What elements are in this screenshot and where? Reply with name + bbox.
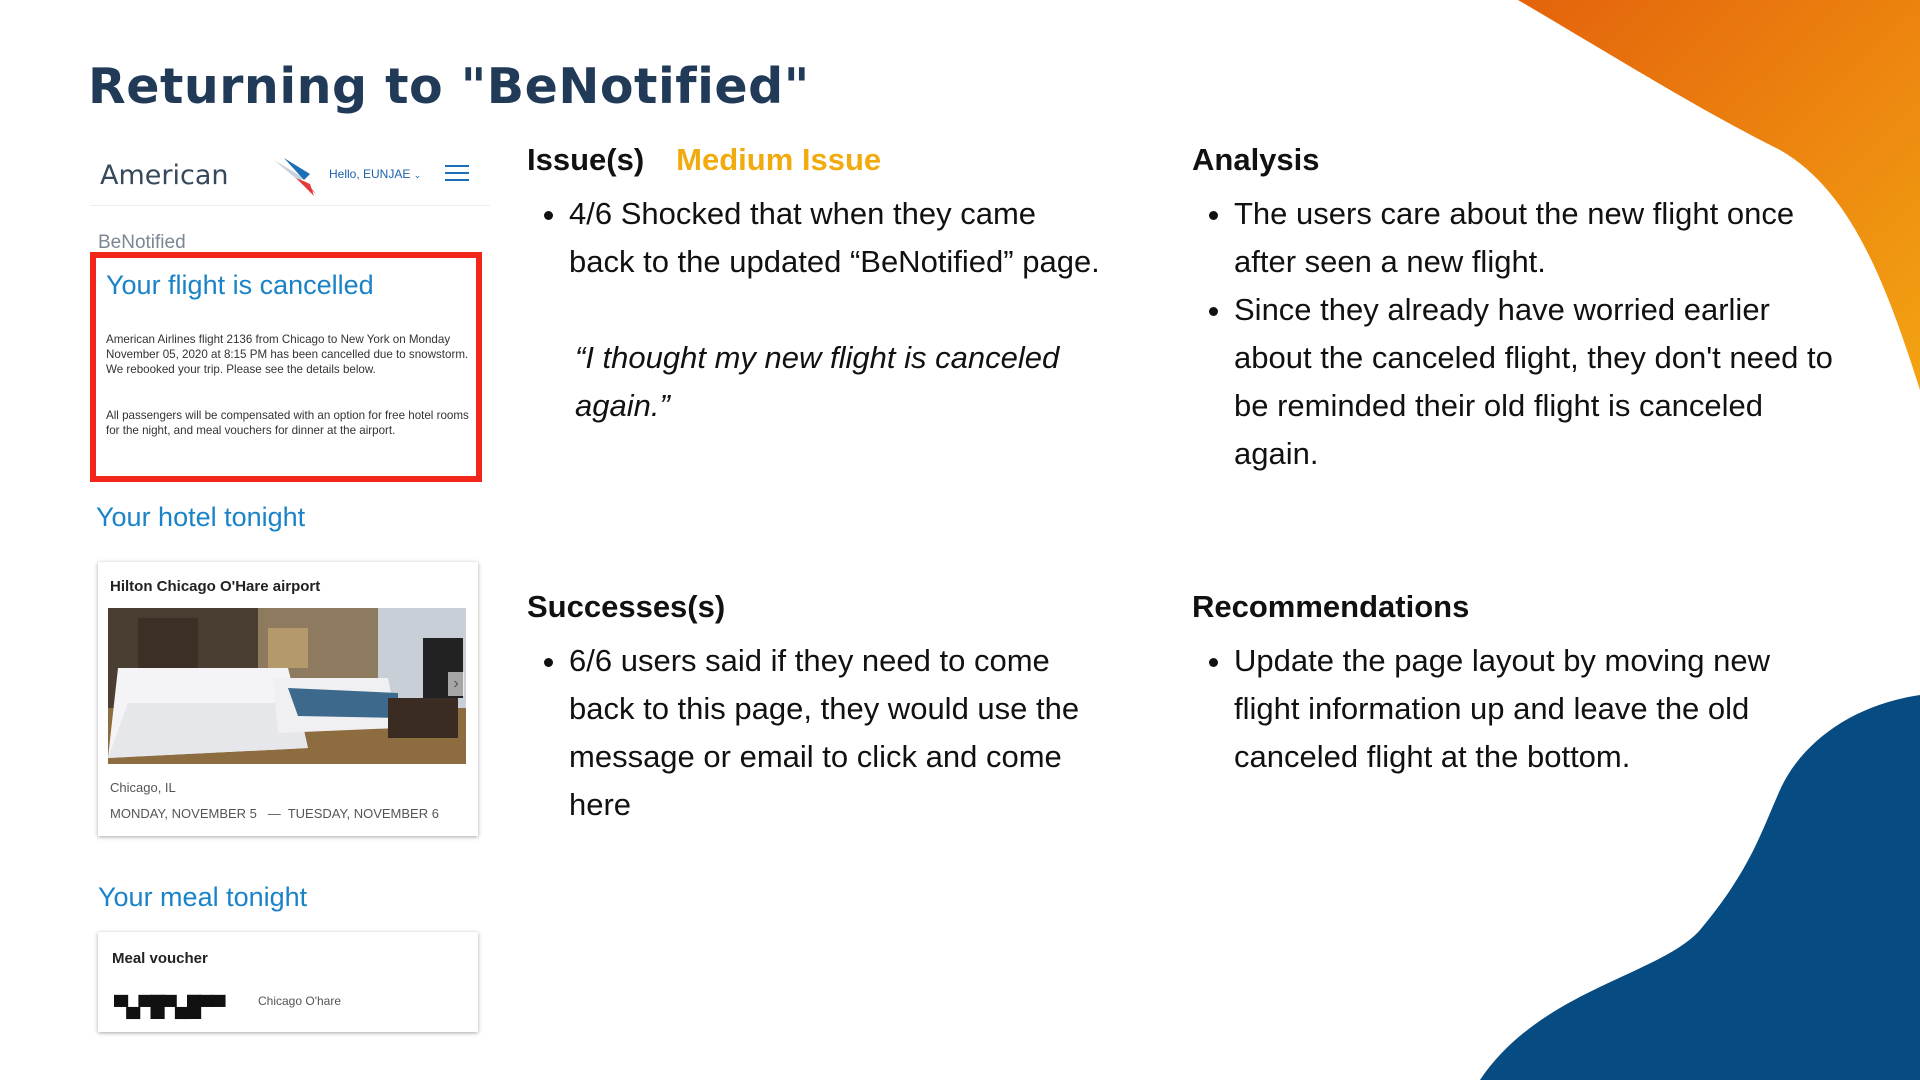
list-item: • 6/6 users said if they need to come back to this page, they would use the message or email to click and come here — [569, 637, 1117, 829]
slide-title: Returning to "BeNotified" — [88, 58, 810, 115]
issues-section — [527, 142, 1107, 430]
severity-badge: Medium Issue — [676, 142, 882, 177]
app-header — [90, 150, 490, 206]
hotel-room-image — [108, 608, 466, 764]
hamburger-menu-icon[interactable] — [445, 165, 469, 186]
hotel-name: Hilton Chicago O'Hare airport — [110, 578, 321, 595]
brand-name: American — [100, 160, 229, 191]
list-item: • Update the page layout by moving new flight information up and leave the old canceled flight at the bottom. — [1234, 637, 1832, 781]
analysis-section — [1192, 142, 1842, 478]
meal-location: Chicago O'hare — [258, 994, 342, 1008]
benotified-screenshot — [90, 150, 490, 1018]
greeting-text: Hello, EUNJAE — [329, 167, 411, 181]
cancel-body: American Airlines flight 2136 from Chicago to New York on Monday November 05, 2020 at 8:15 PM has been cancelled due to snowstorm. We rebooked your trip. Please see the details below. — [106, 333, 469, 376]
successes-list — [527, 637, 1117, 829]
issue-text: 4/6 Shocked that when they came back to the updated “BeNotified” page. — [569, 196, 1100, 279]
list-item — [569, 190, 1107, 430]
successes-section — [527, 589, 1117, 829]
hotel-city: Chicago, IL — [110, 780, 176, 795]
recommendations-heading: Recommendations — [1192, 589, 1470, 624]
hotel-card[interactable] — [98, 562, 478, 836]
meal-heading: Your meal tonight — [98, 882, 308, 912]
chevron-down-icon: ⌄ — [413, 170, 422, 180]
issues-heading-row — [527, 142, 1107, 178]
meal-card[interactable] — [98, 932, 478, 1032]
recommendations-list — [1192, 637, 1832, 781]
section-label: BeNotified — [98, 232, 186, 253]
hotel-heading: Your hotel tonight — [96, 502, 306, 532]
successes-heading: Successes(s) — [527, 589, 726, 624]
recommendations-section — [1192, 589, 1832, 781]
cancel-title: Your flight is cancelled — [106, 270, 374, 300]
meal-voucher-title: Meal voucher — [112, 950, 208, 967]
qr-code-icon: ▀▄▀█▀▄█▀▀ — [114, 996, 224, 1018]
user-quote: “I thought my new flight is canceled again.” — [575, 340, 1060, 423]
compensation-body: All passengers will be compensated with an option for free hotel rooms for the night, and meal vouchers for dinner at the airport. — [106, 409, 469, 437]
issues-heading: Issue(s) — [527, 142, 645, 177]
issues-list — [527, 190, 1107, 430]
cancelled-flight-highlight — [90, 252, 482, 482]
list-item: • Since they already have worried earlier about the canceled flight, they don't need to be reminded their old flight is canceled again. — [1234, 286, 1842, 478]
chevron-right-icon[interactable]: › — [448, 672, 464, 696]
analysis-heading: Analysis — [1192, 142, 1320, 177]
analysis-list — [1192, 190, 1842, 478]
list-item: • The users care about the new flight once after seen a new flight. — [1234, 190, 1842, 286]
user-greeting-menu[interactable] — [329, 167, 421, 181]
hotel-dates: MONDAY, NOVEMBER 5 — TUESDAY, NOVEMBER 6 — [110, 806, 439, 821]
american-eagle-logo-icon — [270, 154, 320, 198]
